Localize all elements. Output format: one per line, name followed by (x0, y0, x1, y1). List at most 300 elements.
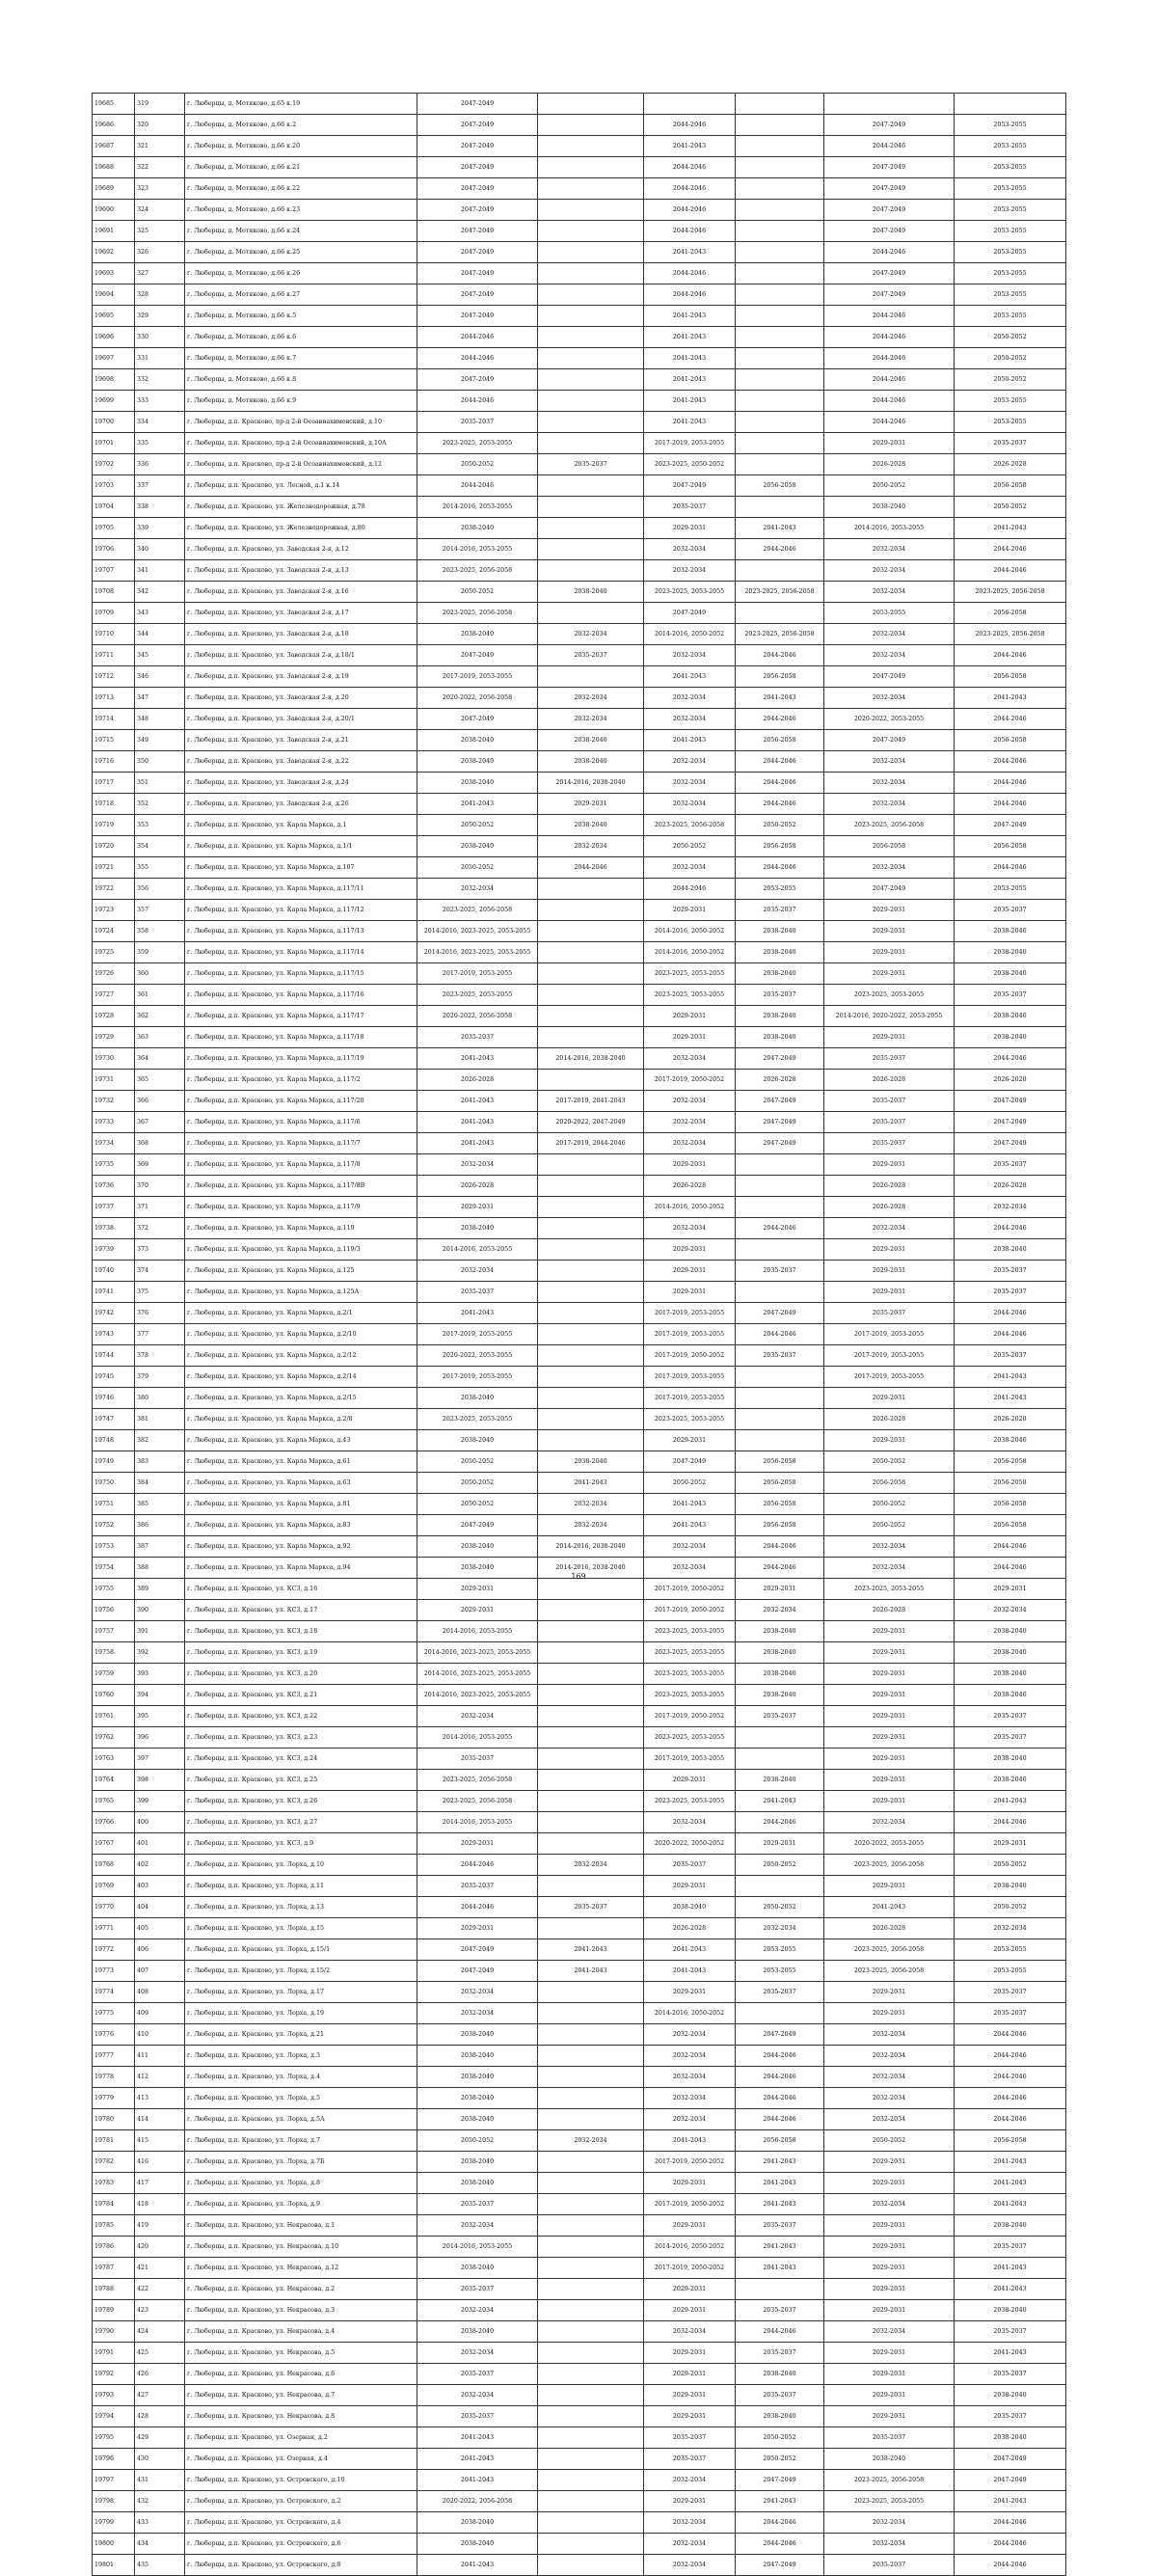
period-cell: 2056-2058 (955, 475, 1066, 497)
table-row (93, 666, 1066, 688)
table-row (93, 1324, 1066, 1345)
period-cell: 2044-2046 (955, 1324, 1066, 1345)
period-cell: 2044-2046 (644, 263, 736, 285)
period-cell (538, 2343, 644, 2364)
row-id-cell: 19708 (93, 582, 135, 603)
period-cell: 2029-2031 (644, 2491, 736, 2512)
period-cell: 2044-2046 (824, 348, 955, 369)
period-cell: 2038-2040 (417, 2046, 538, 2067)
address-cell: г. Люберцы, д.п. Красково, ул. Карла Маркса, д.117/2 (185, 1070, 417, 1091)
period-cell: 2026-2028 (824, 1070, 955, 1091)
item-number-cell: 347 (135, 688, 185, 709)
period-cell: 2032-2034 (417, 2300, 538, 2321)
table-row (93, 1833, 1066, 1855)
period-cell: 2047-2049 (824, 178, 955, 200)
period-cell: 2044-2046 (955, 560, 1066, 582)
period-cell (538, 221, 644, 242)
table-row (93, 475, 1066, 497)
period-cell: 2032-2034 (824, 2194, 955, 2215)
row-id-cell: 19781 (93, 2130, 135, 2152)
row-id-cell: 19788 (93, 2279, 135, 2300)
period-cell: 2038-2040 (955, 963, 1066, 985)
table-row (93, 2321, 1066, 2343)
period-cell (538, 1749, 644, 1770)
item-number-cell: 399 (135, 1791, 185, 1812)
period-cell: 2029-2031 (824, 942, 955, 963)
table-row (93, 391, 1066, 412)
period-cell: 2038-2040 (538, 751, 644, 773)
period-cell: 2047-2049 (824, 666, 955, 688)
period-cell: 2032-2034 (955, 1918, 1066, 1939)
period-cell: 2041-2043 (417, 2555, 538, 2576)
period-cell: 2038-2040 (417, 751, 538, 773)
table-row (93, 2024, 1066, 2046)
row-id-cell: 19711 (93, 645, 135, 666)
table-row (93, 1642, 1066, 1664)
item-number-cell: 402 (135, 1855, 185, 1876)
period-cell: 2029-2031 (417, 1197, 538, 1218)
period-cell: 2029-2031 (824, 433, 955, 454)
table-row (93, 1091, 1066, 1112)
period-cell: 2035-2037 (736, 2300, 824, 2321)
table-row (93, 1685, 1066, 1706)
period-cell: 2038-2040 (955, 1027, 1066, 1048)
period-cell: 2023-2025, 2053-2055 (644, 1685, 736, 1706)
period-cell: 2044-2046 (736, 773, 824, 794)
period-cell: 2014-2016, 2023-2025, 2053-2055 (417, 1685, 538, 1706)
period-cell (538, 2152, 644, 2173)
table-row (93, 1133, 1066, 1154)
row-id-cell: 19701 (93, 433, 135, 454)
period-cell (538, 1664, 644, 1685)
period-cell: 2038-2040 (736, 1621, 824, 1642)
period-cell: 2020-2022, 2053-2055 (824, 709, 955, 730)
address-cell: г. Люберцы, д.п. Красково, ул. Озерная, д.4 (185, 2449, 417, 2470)
period-cell: 2053-2055 (955, 115, 1066, 136)
address-cell: г. Люберцы, д.п. Красково, ул. КСЗ, д.24 (185, 1749, 417, 1770)
period-cell (538, 1154, 644, 1176)
row-id-cell: 19795 (93, 2427, 135, 2449)
period-cell: 2038-2040 (417, 773, 538, 794)
table-row (93, 942, 1066, 963)
period-cell: 2023-2025, 2056-2058 (955, 582, 1066, 603)
row-id-cell: 19761 (93, 1706, 135, 1727)
item-number-cell: 418 (135, 2194, 185, 2215)
period-cell: 2044-2046 (417, 348, 538, 369)
period-cell (736, 1282, 824, 1303)
period-cell: 2020-2022, 2056-2058 (417, 2491, 538, 2512)
address-cell: г. Люберцы, д.п. Красково, ул. Карла Маркса, д.117/17 (185, 1006, 417, 1027)
period-cell: 2032-2034 (736, 1600, 824, 1621)
period-cell: 2047-2049 (417, 1939, 538, 1961)
period-cell: 2047-2049 (955, 1133, 1066, 1154)
period-cell: 2047-2049 (736, 1303, 824, 1324)
item-number-cell: 379 (135, 1367, 185, 1388)
period-cell (538, 900, 644, 921)
period-cell: 2029-2031 (644, 1239, 736, 1261)
row-id-cell: 19694 (93, 285, 135, 306)
address-cell: г. Люберцы, д.п. Красково, ул. КСЗ, д.16 (185, 1579, 417, 1600)
period-cell (538, 2067, 644, 2088)
period-cell: 2032-2034 (417, 2343, 538, 2364)
row-id-cell: 19700 (93, 412, 135, 433)
table-row (93, 1451, 1066, 1473)
period-cell: 2038-2040 (955, 1006, 1066, 1027)
period-cell: 2029-2031 (824, 2406, 955, 2427)
address-cell: г. Люберцы, д.п. Красково, ул. Островского, д.2 (185, 2491, 417, 2512)
period-cell: 2017-2019, 2053-2055 (644, 1367, 736, 1388)
period-cell: 2035-2037 (417, 1027, 538, 1048)
period-cell: 2038-2040 (417, 1536, 538, 1558)
period-cell: 2020-2022, 2056-2058 (417, 1006, 538, 1027)
period-cell (538, 1579, 644, 1600)
address-cell: г. Люберцы, д.п. Красково, ул. Некрасова, д.4 (185, 2321, 417, 2343)
address-cell: г. Люберцы, д.п. Красково, ул. КСЗ, д.25 (185, 1770, 417, 1791)
period-cell (538, 666, 644, 688)
period-cell: 2038-2040 (955, 1621, 1066, 1642)
item-number-cell: 400 (135, 1812, 185, 1833)
period-cell: 2029-2031 (824, 1791, 955, 1812)
period-cell: 2038-2040 (736, 963, 824, 985)
period-cell: 2038-2040 (824, 2449, 955, 2470)
item-number-cell: 356 (135, 879, 185, 900)
row-id-cell: 19751 (93, 1494, 135, 1515)
address-cell: г. Люберцы, д.п. Красково, пр-д 2-й Осоавиахимовский, д.10А (185, 433, 417, 454)
item-number-cell: 396 (135, 1727, 185, 1749)
table-row (93, 2534, 1066, 2555)
period-cell: 2029-2031 (824, 1239, 955, 1261)
row-id-cell: 19747 (93, 1409, 135, 1430)
table-row (93, 136, 1066, 157)
address-cell: г. Люберцы, д.п. Красково, ул. Лесной, д.1 к.14 (185, 475, 417, 497)
address-cell: г. Люберцы, д.п. Красково, ул. Карла Маркса, д.125 (185, 1261, 417, 1282)
period-cell (736, 1430, 824, 1451)
period-cell (538, 1727, 644, 1749)
period-cell: 2029-2031 (824, 1282, 955, 1303)
table-row (93, 2449, 1066, 2470)
table-row (93, 921, 1066, 942)
period-cell: 2035-2037 (538, 454, 644, 475)
item-number-cell: 426 (135, 2364, 185, 2385)
address-cell: г. Люберцы, д.п. Красково, ул. Некрасова, д.12 (185, 2258, 417, 2279)
period-cell: 2044-2046 (824, 391, 955, 412)
period-cell: 2044-2046 (955, 645, 1066, 666)
period-cell (824, 94, 955, 115)
table-row (93, 709, 1066, 730)
schedule-sheet (92, 93, 1065, 2576)
period-cell: 2044-2046 (955, 794, 1066, 815)
period-cell: 2053-2055 (955, 136, 1066, 157)
period-cell: 2029-2031 (644, 1027, 736, 1048)
period-cell: 2050-2052 (955, 327, 1066, 348)
period-cell (538, 412, 644, 433)
address-cell: г. Люберцы, д.п. Красково, ул. Лорха, д.21 (185, 2024, 417, 2046)
period-cell: 2023-2025, 2056-2058 (644, 815, 736, 836)
address-cell: г. Люберцы, д.п. Красково, ул. Карла Маркса, д.117/8В (185, 1176, 417, 1197)
address-cell: г. Люберцы, д.п. Красково, ул. Карла Маркса, д.2/15 (185, 1388, 417, 1409)
item-number-cell: 345 (135, 645, 185, 666)
period-cell: 2026-2028 (644, 1176, 736, 1197)
row-id-cell: 19765 (93, 1791, 135, 1812)
address-cell: г. Люберцы, д.п. Красково, ул. Карла Маркса, д.43 (185, 1430, 417, 1451)
period-cell: 2044-2046 (955, 2109, 1066, 2130)
period-cell (538, 433, 644, 454)
period-cell: 2032-2034 (824, 582, 955, 603)
period-cell: 2032-2034 (736, 1918, 824, 1939)
period-cell: 2056-2058 (824, 836, 955, 857)
period-cell: 2038-2040 (417, 730, 538, 751)
period-cell: 2047-2049 (824, 200, 955, 221)
row-id-cell: 19752 (93, 1515, 135, 1536)
item-number-cell: 411 (135, 2046, 185, 2067)
period-cell: 2041-2043 (955, 2343, 1066, 2364)
period-cell: 2017-2019, 2053-2055 (417, 1324, 538, 1345)
period-cell (538, 1239, 644, 1261)
period-cell: 2029-2031 (644, 1261, 736, 1282)
row-id-cell: 19689 (93, 178, 135, 200)
period-cell (736, 1388, 824, 1409)
period-cell: 2017-2019, 2050-2052 (644, 1600, 736, 1621)
row-id-cell: 19762 (93, 1727, 135, 1749)
address-cell: г. Люберцы, д.п. Красково, ул. Карла Маркса, д.63 (185, 1473, 417, 1494)
period-cell: 2032-2034 (644, 773, 736, 794)
period-cell: 2032-2034 (824, 645, 955, 666)
table-row (93, 94, 1066, 115)
address-cell: г. Люберцы, д.п. Красково, ул. Карла Маркса, д.2/1 (185, 1303, 417, 1324)
period-cell: 2038-2040 (736, 1006, 824, 1027)
row-id-cell: 19773 (93, 1961, 135, 1982)
period-cell: 2029-2031 (644, 2343, 736, 2364)
period-cell: 2047-2049 (417, 157, 538, 178)
period-cell: 2056-2058 (736, 2130, 824, 2152)
period-cell: 2044-2046 (955, 751, 1066, 773)
period-cell: 2050-2052 (824, 2130, 955, 2152)
period-cell: 2041-2043 (955, 1388, 1066, 1409)
row-id-cell: 19735 (93, 1154, 135, 1176)
address-cell: г. Люберцы, д.п. Красково, ул. КСЗ, д.19 (185, 1642, 417, 1664)
period-cell: 2053-2055 (955, 391, 1066, 412)
period-cell (736, 391, 824, 412)
row-id-cell: 19737 (93, 1197, 135, 1218)
table-row (93, 1664, 1066, 1685)
period-cell: 2044-2046 (417, 1855, 538, 1876)
period-cell: 2038-2040 (736, 1027, 824, 1048)
period-cell: 2032-2034 (644, 2024, 736, 2046)
table-row (93, 2343, 1066, 2364)
item-number-cell: 320 (135, 115, 185, 136)
row-id-cell: 19764 (93, 1770, 135, 1791)
address-cell: г. Люберцы, д.п. Красково, ул. Заводская 2-я, д.12 (185, 539, 417, 560)
period-cell (538, 369, 644, 391)
address-cell: г. Люберцы, д.п. Красково, ул. Карла Маркса, д.94 (185, 1558, 417, 1579)
row-id-cell: 19696 (93, 327, 135, 348)
table-row (93, 1006, 1066, 1027)
period-cell: 2038-2040 (955, 2385, 1066, 2406)
item-number-cell: 397 (135, 1749, 185, 1770)
period-cell: 2029-2031 (824, 2173, 955, 2194)
item-number-cell: 333 (135, 391, 185, 412)
period-cell: 2023-2025, 2056-2058 (736, 624, 824, 645)
period-cell (538, 1409, 644, 1430)
row-id-cell: 19707 (93, 560, 135, 582)
table-row (93, 1812, 1066, 1833)
period-cell (538, 2449, 644, 2470)
period-cell (955, 94, 1066, 115)
period-cell: 2041-2043 (955, 2173, 1066, 2194)
address-cell: г. Люберцы, д.п. Красково, ул. Заводская 2-я, д.26 (185, 794, 417, 815)
period-cell: 2044-2046 (736, 1324, 824, 1345)
period-cell: 2023-2025, 2053-2055 (644, 582, 736, 603)
item-number-cell: 433 (135, 2512, 185, 2534)
item-number-cell: 362 (135, 1006, 185, 1027)
period-cell (736, 1749, 824, 1770)
period-cell: 2032-2034 (644, 2321, 736, 2343)
item-number-cell: 334 (135, 412, 185, 433)
period-cell: 2023-2025, 2053-2055 (417, 433, 538, 454)
address-cell: г. Люберцы, д.п. Красково, ул. Карла Маркса, д.117/9 (185, 1197, 417, 1218)
period-cell: 2041-2043 (736, 518, 824, 539)
row-id-cell: 19770 (93, 1897, 135, 1918)
period-cell: 2023-2025, 2056-2058 (417, 1770, 538, 1791)
period-cell: 2050-2052 (644, 836, 736, 857)
table-row (93, 1706, 1066, 1727)
period-cell: 2035-2037 (955, 2406, 1066, 2427)
row-id-cell: 19730 (93, 1048, 135, 1070)
period-cell: 2038-2040 (417, 1430, 538, 1451)
period-cell (736, 136, 824, 157)
period-cell: 2026-2028 (824, 1176, 955, 1197)
period-cell: 2035-2037 (644, 2427, 736, 2449)
period-cell: 2050-2052 (417, 857, 538, 879)
row-id-cell: 19726 (93, 963, 135, 985)
period-cell (736, 560, 824, 582)
item-number-cell: 388 (135, 1558, 185, 1579)
period-cell: 2038-2040 (955, 1876, 1066, 1897)
period-cell (736, 157, 824, 178)
period-cell: 2029-2031 (824, 1876, 955, 1897)
address-cell: г. Люберцы, д.п. Красково, ул. Некрасова, д.5 (185, 2343, 417, 2364)
period-cell: 2017-2019, 2050-2052 (644, 1070, 736, 1091)
period-cell (736, 369, 824, 391)
period-cell: 2047-2049 (417, 200, 538, 221)
table-row (93, 1345, 1066, 1367)
row-id-cell: 19702 (93, 454, 135, 475)
row-id-cell: 19797 (93, 2470, 135, 2491)
period-cell: 2014-2016, 2050-2052 (644, 942, 736, 963)
period-cell: 2035-2037 (955, 2321, 1066, 2343)
period-cell: 2026-2028 (644, 1918, 736, 1939)
item-number-cell: 371 (135, 1197, 185, 1218)
period-cell: 2029-2031 (824, 2152, 955, 2173)
period-cell (538, 942, 644, 963)
item-number-cell: 378 (135, 1345, 185, 1367)
period-cell: 2038-2040 (736, 942, 824, 963)
item-number-cell: 389 (135, 1579, 185, 1600)
table-row (93, 157, 1066, 178)
period-cell: 2047-2049 (824, 115, 955, 136)
period-cell (736, 2003, 824, 2024)
address-cell: г. Люберцы, д.п. Красково, ул. Карла Маркса, д.117/8 (185, 1154, 417, 1176)
row-id-cell: 19705 (93, 518, 135, 539)
period-cell: 2038-2040 (955, 2427, 1066, 2449)
period-cell: 2053-2055 (955, 306, 1066, 327)
period-cell: 2050-2052 (955, 497, 1066, 518)
address-cell: г. Люберцы, д. Мотяково, д.66 к.26 (185, 263, 417, 285)
address-cell: г. Люберцы, д.п. Красково, пр-д 2-й Осоавиахимовский, д.12 (185, 454, 417, 475)
period-cell: 2026-2028 (955, 454, 1066, 475)
period-cell: 2035-2037 (417, 2194, 538, 2215)
item-number-cell: 319 (135, 94, 185, 115)
row-id-cell: 19777 (93, 2046, 135, 2067)
period-cell: 2044-2046 (955, 2088, 1066, 2109)
table-row (93, 836, 1066, 857)
address-cell: г. Люберцы, д. Мотяково, д.65 к.19 (185, 94, 417, 115)
period-cell: 2029-2031 (644, 2279, 736, 2300)
period-cell: 2038-2040 (955, 942, 1066, 963)
period-cell: 2032-2034 (644, 1536, 736, 1558)
period-cell: 2029-2031 (824, 1770, 955, 1791)
period-cell: 2014-2016, 2053-2055 (824, 518, 955, 539)
row-id-cell: 19688 (93, 157, 135, 178)
row-id-cell: 19717 (93, 773, 135, 794)
period-cell: 2032-2034 (824, 2067, 955, 2088)
period-cell: 2032-2034 (955, 1600, 1066, 1621)
item-number-cell: 405 (135, 1918, 185, 1939)
period-cell: 2035-2037 (417, 2364, 538, 2385)
period-cell: 2053-2055 (955, 879, 1066, 900)
table-row (93, 1897, 1066, 1918)
period-cell: 2041-2043 (824, 1897, 955, 1918)
period-cell: 2023-2025, 2053-2055 (644, 1642, 736, 1664)
item-number-cell: 381 (135, 1409, 185, 1430)
row-id-cell: 19738 (93, 1218, 135, 1239)
table-row (93, 1749, 1066, 1770)
period-cell (538, 1621, 644, 1642)
period-cell: 2044-2046 (736, 2321, 824, 2343)
row-id-cell: 19798 (93, 2491, 135, 2512)
period-cell: 2050-2052 (736, 2449, 824, 2470)
item-number-cell: 419 (135, 2215, 185, 2237)
period-cell: 2044-2046 (736, 1218, 824, 1239)
item-number-cell: 367 (135, 1112, 185, 1133)
address-cell: г. Люберцы, д.п. Красково, ул. Лорха, д.5 (185, 2088, 417, 2109)
period-cell: 2038-2040 (417, 2321, 538, 2343)
period-cell: 2032-2034 (824, 560, 955, 582)
period-cell: 2029-2031 (955, 1833, 1066, 1855)
row-id-cell: 19789 (93, 2300, 135, 2321)
period-cell: 2041-2043 (955, 2152, 1066, 2173)
period-cell: 2044-2046 (824, 369, 955, 391)
table-row (93, 1579, 1066, 1600)
period-cell: 2032-2034 (644, 1048, 736, 1070)
table-row (93, 327, 1066, 348)
period-cell: 2041-2043 (417, 1091, 538, 1112)
period-cell: 2056-2058 (736, 1473, 824, 1494)
item-number-cell: 393 (135, 1664, 185, 1685)
period-cell: 2038-2040 (417, 1388, 538, 1409)
period-cell: 2032-2034 (824, 857, 955, 879)
period-cell (538, 1006, 644, 1027)
period-cell: 2044-2046 (417, 327, 538, 348)
period-cell: 2038-2040 (417, 1558, 538, 1579)
period-cell: 2023-2025, 2053-2055 (417, 985, 538, 1006)
period-cell: 2050-2052 (417, 815, 538, 836)
address-cell: г. Люберцы, д.п. Красково, ул. Заводская 2-я, д.16 (185, 582, 417, 603)
period-cell: 2029-2031 (644, 2215, 736, 2237)
period-cell: 2017-2019, 2041-2043 (538, 1091, 644, 1112)
address-cell: г. Люберцы, д.п. Красково, ул. Карла Маркса, д.119/3 (185, 1239, 417, 1261)
period-cell: 2017-2019, 2050-2052 (644, 2258, 736, 2279)
